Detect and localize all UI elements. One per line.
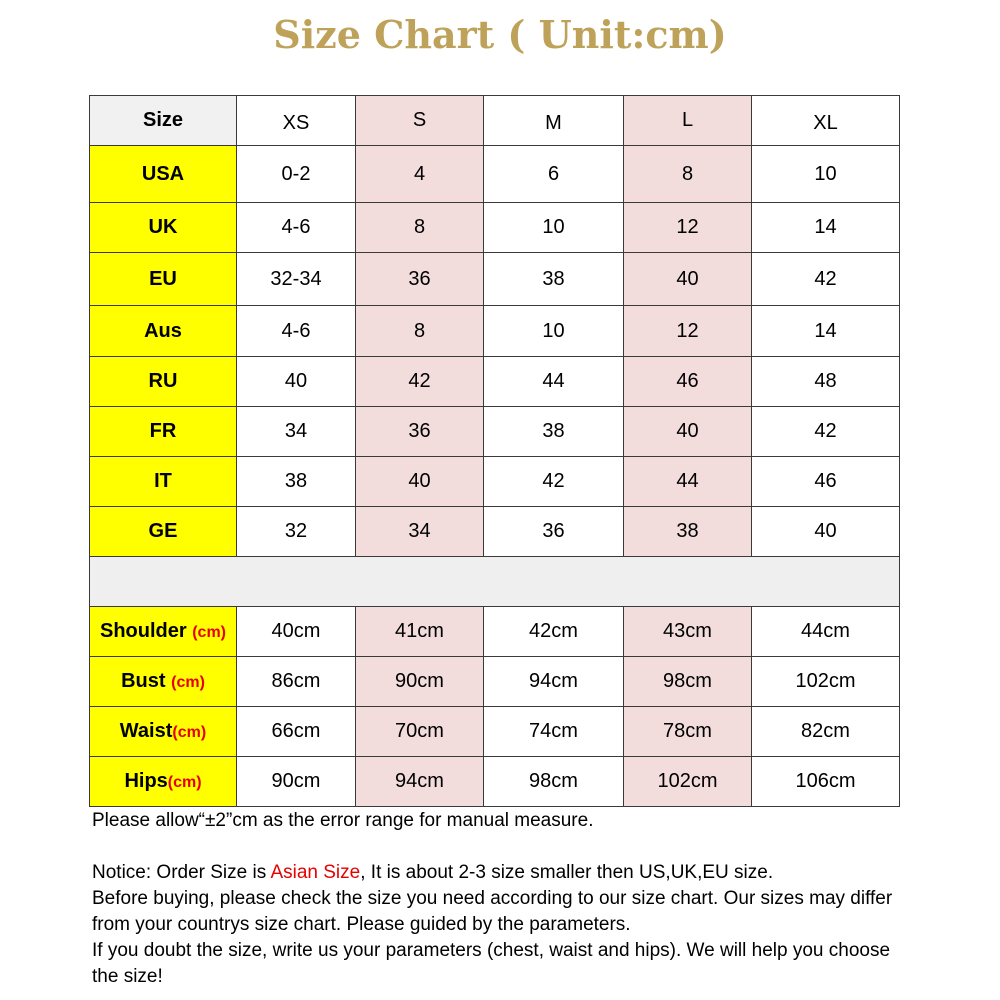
cell: 102cm bbox=[752, 657, 900, 707]
cell: 42cm bbox=[484, 607, 624, 657]
row-label: RU bbox=[90, 357, 237, 407]
size-m: M bbox=[484, 96, 624, 146]
cell: 32 bbox=[237, 507, 356, 557]
row-label: USA bbox=[90, 146, 237, 203]
cell: 70cm bbox=[356, 707, 484, 757]
notice-line bbox=[92, 860, 912, 886]
notice-prefix: Notice: Order Size is bbox=[92, 862, 271, 883]
size-xl: XL bbox=[752, 96, 900, 146]
cell: 46 bbox=[624, 357, 752, 407]
table-row-shoulder bbox=[90, 607, 900, 657]
cell: 42 bbox=[356, 357, 484, 407]
row-label bbox=[90, 657, 237, 707]
cell: 6 bbox=[484, 146, 624, 203]
cell: 41cm bbox=[356, 607, 484, 657]
measure-label: Shoulder bbox=[99, 620, 187, 642]
cell: 42 bbox=[752, 407, 900, 457]
cell: 74cm bbox=[484, 707, 624, 757]
cell: 44cm bbox=[752, 607, 900, 657]
cell: 8 bbox=[356, 306, 484, 357]
cell: 38 bbox=[484, 253, 624, 306]
table-row-aus bbox=[90, 306, 900, 357]
cell: 40 bbox=[237, 357, 356, 407]
cell: 8 bbox=[624, 146, 752, 203]
cell: 48 bbox=[752, 357, 900, 407]
cell: 40 bbox=[752, 507, 900, 557]
cell: 12 bbox=[624, 306, 752, 357]
row-label: FR bbox=[90, 407, 237, 457]
cell: 43cm bbox=[624, 607, 752, 657]
cell: 106cm bbox=[752, 757, 900, 807]
cell: 12 bbox=[624, 203, 752, 253]
cell: 44 bbox=[484, 357, 624, 407]
cell: 102cm bbox=[624, 757, 752, 807]
table-row-it bbox=[90, 457, 900, 507]
cell: 94cm bbox=[356, 757, 484, 807]
row-label: Aus bbox=[90, 306, 237, 357]
size-header-row bbox=[90, 96, 900, 146]
unit-label: (cm) bbox=[167, 774, 202, 791]
allow-text: Please allow“±2”cm as the error range for manual measure. bbox=[92, 810, 594, 831]
row-label bbox=[90, 707, 237, 757]
unit-label: (cm) bbox=[172, 724, 207, 741]
cell: 40cm bbox=[237, 607, 356, 657]
cell: 40 bbox=[624, 253, 752, 306]
cell: 4-6 bbox=[237, 203, 356, 253]
row-label: IT bbox=[90, 457, 237, 507]
cell: 82cm bbox=[752, 707, 900, 757]
cell: 0-2 bbox=[237, 146, 356, 203]
cell: 94cm bbox=[484, 657, 624, 707]
separator-row bbox=[90, 557, 900, 607]
cell: 78cm bbox=[624, 707, 752, 757]
separator-cell bbox=[90, 557, 900, 607]
cell: 40 bbox=[356, 457, 484, 507]
cell: 34 bbox=[237, 407, 356, 457]
row-label: GE bbox=[90, 507, 237, 557]
cell: 86cm bbox=[237, 657, 356, 707]
error-range-note bbox=[92, 808, 912, 834]
table-row-ru bbox=[90, 357, 900, 407]
table-row-uk bbox=[90, 203, 900, 253]
cell: 34 bbox=[356, 507, 484, 557]
size-xs: XS bbox=[237, 96, 356, 146]
measure-label: Hips bbox=[124, 770, 168, 792]
size-s: S bbox=[356, 96, 484, 146]
row-label bbox=[90, 757, 237, 807]
table-row-bust bbox=[90, 657, 900, 707]
table-row-waist bbox=[90, 707, 900, 757]
row-label: UK bbox=[90, 203, 237, 253]
cell: 38 bbox=[484, 407, 624, 457]
cell: 8 bbox=[356, 203, 484, 253]
cell: 36 bbox=[356, 407, 484, 457]
cell: 4-6 bbox=[237, 306, 356, 357]
cell: 38 bbox=[624, 507, 752, 557]
row-label: EU bbox=[90, 253, 237, 306]
cell: 36 bbox=[484, 507, 624, 557]
notice-block bbox=[92, 860, 912, 990]
size-chart-table bbox=[89, 95, 900, 807]
table-row-hips bbox=[90, 757, 900, 807]
cell: 98cm bbox=[624, 657, 752, 707]
cell: 10 bbox=[484, 203, 624, 253]
cell: 46 bbox=[752, 457, 900, 507]
cell: 42 bbox=[484, 457, 624, 507]
unit-label: (cm) bbox=[171, 674, 205, 691]
before-buying-text: Before buying, please check the size you need according to our size chart. Our sizes may differ from your countrys size chart. Please guided by the parameters. bbox=[92, 888, 893, 935]
cell: 36 bbox=[356, 253, 484, 306]
cell: 90cm bbox=[356, 657, 484, 707]
cell: 98cm bbox=[484, 757, 624, 807]
cell: 4 bbox=[356, 146, 484, 203]
cell: 40 bbox=[624, 407, 752, 457]
table-row-usa bbox=[90, 146, 900, 203]
cell: 38 bbox=[237, 457, 356, 507]
cell: 90cm bbox=[237, 757, 356, 807]
size-header-label: Size bbox=[90, 96, 237, 146]
cell: 66cm bbox=[237, 707, 356, 757]
measure-label: Bust bbox=[121, 670, 166, 692]
page-title: Size Chart ( Unit:cm) bbox=[273, 12, 727, 57]
doubt-size-text: If you doubt the size, write us your parameters (chest, waist and hips). We will help you choose the size! bbox=[92, 940, 891, 987]
cell: 14 bbox=[752, 203, 900, 253]
measure-label: Waist bbox=[119, 720, 173, 742]
table-row-fr bbox=[90, 407, 900, 457]
cell: 10 bbox=[484, 306, 624, 357]
cell: 14 bbox=[752, 306, 900, 357]
asian-size-highlight: Asian Size bbox=[270, 862, 361, 883]
table-row-eu bbox=[90, 253, 900, 306]
table-row-ge bbox=[90, 507, 900, 557]
cell: 42 bbox=[752, 253, 900, 306]
size-l: L bbox=[624, 96, 752, 146]
notice-suffix: , It is about 2-3 size smaller then US,UK,EU size. bbox=[360, 862, 774, 883]
cell: 32-34 bbox=[237, 253, 356, 306]
unit-label: (cm) bbox=[192, 624, 226, 641]
cell: 10 bbox=[752, 146, 900, 203]
cell: 44 bbox=[624, 457, 752, 507]
row-label bbox=[90, 607, 237, 657]
